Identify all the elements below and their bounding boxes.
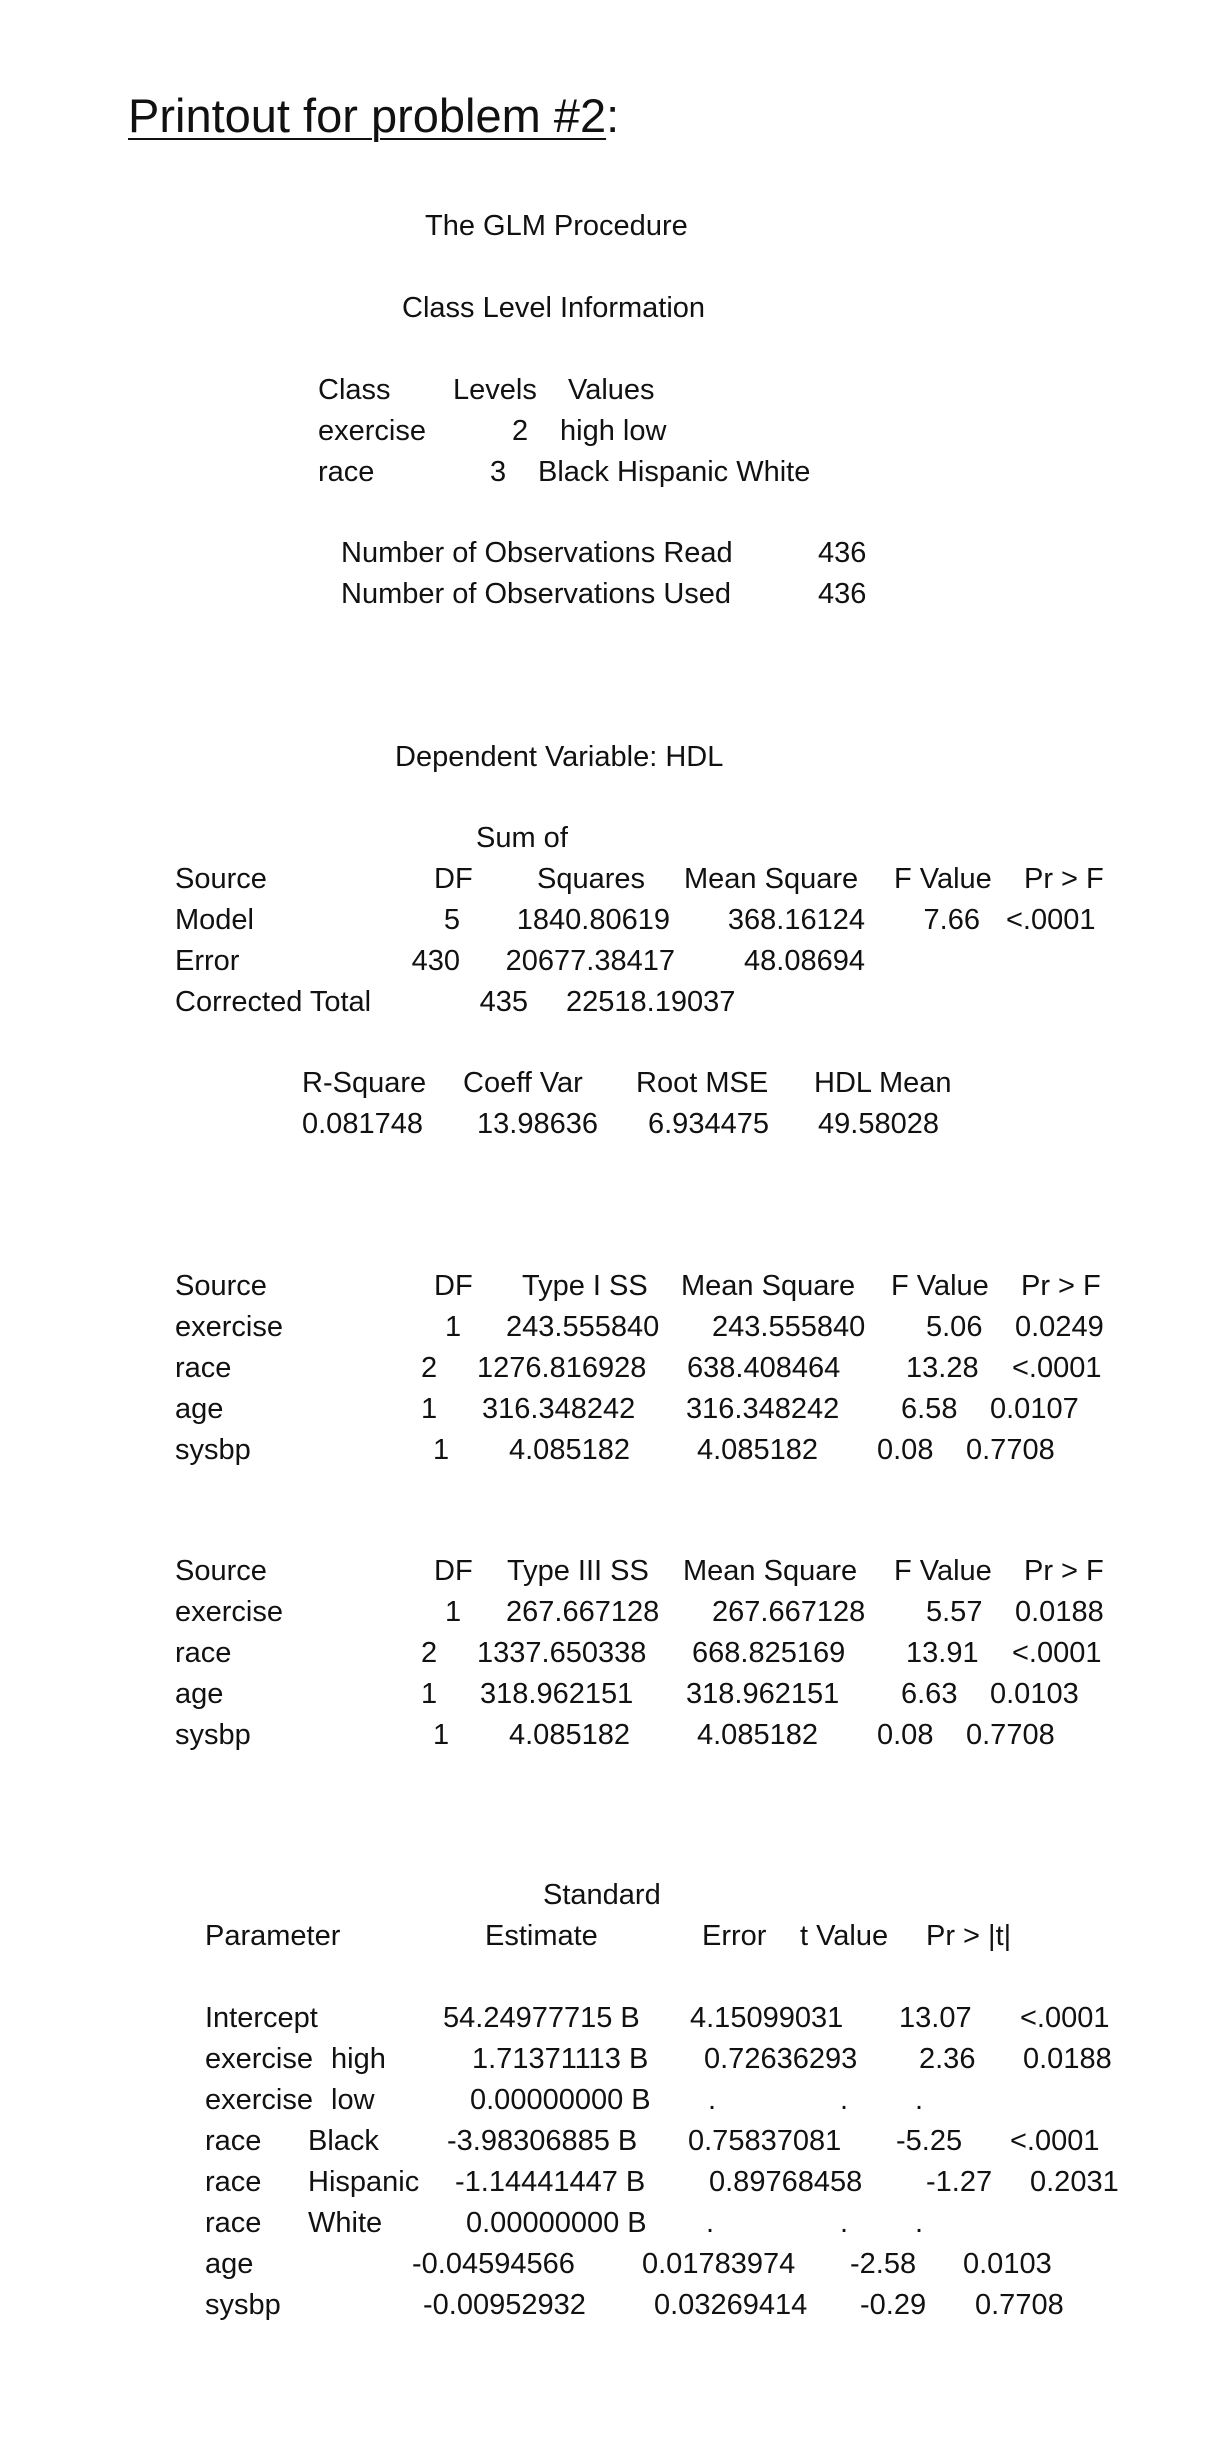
- type3-header: Mean Square: [683, 1555, 858, 1587]
- anova-header: Pr > F: [1024, 863, 1104, 895]
- type1-cell: 316.348242: [482, 1393, 636, 1425]
- type3-cell: 318.962151: [686, 1678, 840, 1710]
- fit-value: 0.081748: [302, 1108, 423, 1140]
- class-row-values: Black Hispanic White: [538, 456, 811, 488]
- type3-cell: 267.667128: [506, 1596, 660, 1628]
- class-row-name: race: [318, 456, 375, 488]
- anova-cell: 5: [443, 904, 460, 936]
- param-error: .: [708, 2084, 717, 2116]
- page-title: [128, 86, 619, 146]
- type1-cell: 0.0107: [990, 1393, 1079, 1425]
- param-name: sysbp: [205, 2289, 281, 2321]
- type3-cell: 4.085182: [509, 1719, 630, 1751]
- fit-value: 6.934475: [648, 1108, 769, 1140]
- type1-cell: 4.085182: [509, 1434, 630, 1466]
- type3-cell: 5.57: [926, 1596, 983, 1628]
- param-pvalue: 0.2031: [1030, 2166, 1119, 2198]
- params-header: t Value: [800, 1920, 889, 1952]
- type3-cell: age: [175, 1678, 224, 1710]
- type1-cell: 13.28: [906, 1352, 979, 1384]
- param-estimate: 0.00000000 B: [470, 2084, 651, 2116]
- params-header: Error: [702, 1920, 767, 1952]
- obs-label: Number of Observations Read: [341, 537, 733, 569]
- param-error: 0.89768458: [709, 2166, 863, 2198]
- param-pvalue: <.0001: [1020, 2002, 1110, 2034]
- type1-cell: <.0001: [1012, 1352, 1102, 1384]
- type1-cell: 5.06: [926, 1311, 983, 1343]
- params-header-top: Standard: [543, 1879, 661, 1911]
- anova-cell: 48.08694: [744, 945, 865, 977]
- obs-value: 436: [818, 578, 867, 610]
- param-estimate: -1.14441447 B: [455, 2166, 646, 2198]
- type3-header: Type III SS: [507, 1555, 649, 1587]
- param-level: high: [331, 2043, 386, 2075]
- param-pvalue: 0.0103: [963, 2248, 1052, 2280]
- obs-value: 436: [818, 537, 867, 569]
- type1-header: Type I SS: [522, 1270, 648, 1302]
- type1-cell: 1: [421, 1393, 438, 1425]
- type1-cell: exercise: [175, 1311, 283, 1343]
- type1-cell: 0.08: [877, 1434, 934, 1466]
- type1-header: DF: [434, 1270, 473, 1302]
- type3-header: Source: [175, 1555, 267, 1587]
- type1-cell: age: [175, 1393, 224, 1425]
- param-level: low: [331, 2084, 375, 2116]
- param-error: 4.15099031: [690, 2002, 844, 2034]
- type3-cell: 4.085182: [697, 1719, 818, 1751]
- anova-header-top: Sum of: [476, 822, 568, 854]
- param-name: race: [205, 2207, 262, 2239]
- param-tvalue: -5.25: [896, 2125, 963, 2157]
- anova-cell: 22518.19037: [566, 986, 736, 1018]
- param-level: Black: [308, 2125, 379, 2157]
- anova-cell: Model: [175, 904, 254, 936]
- param-tvalue: -1.27: [926, 2166, 993, 2198]
- type1-cell: 6.58: [901, 1393, 958, 1425]
- param-estimate: 54.24977715 B: [443, 2002, 640, 2034]
- procedure-title: The GLM Procedure: [425, 210, 688, 242]
- type3-cell: 0.7708: [966, 1719, 1055, 1751]
- type1-cell: 4.085182: [697, 1434, 818, 1466]
- type1-cell: 0.7708: [966, 1434, 1055, 1466]
- class-row-levels: 2: [512, 415, 529, 447]
- class-header-class: Class: [318, 374, 391, 406]
- type1-cell: sysbp: [175, 1434, 251, 1466]
- type1-cell: 1: [445, 1311, 462, 1343]
- fit-value: 49.58028: [818, 1108, 939, 1140]
- class-info-title: Class Level Information: [402, 292, 706, 324]
- param-name: age: [205, 2248, 254, 2280]
- type3-cell: 0.0103: [990, 1678, 1079, 1710]
- param-tvalue: 2.36: [919, 2043, 976, 2075]
- anova-cell: 1840.80619: [516, 904, 670, 936]
- anova-cell: Error: [175, 945, 240, 977]
- anova-cell: 368.16124: [727, 904, 865, 936]
- param-name: race: [205, 2125, 262, 2157]
- dependent-variable: Dependent Variable: HDL: [395, 741, 724, 773]
- param-estimate: 1.71371113 B: [472, 2043, 649, 2075]
- fit-header: HDL Mean: [814, 1067, 952, 1099]
- anova-cell: 435: [479, 986, 528, 1018]
- params-header: Pr > |t|: [926, 1920, 1012, 1952]
- param-estimate: -3.98306885 B: [447, 2125, 638, 2157]
- anova-header: F Value: [894, 863, 992, 895]
- param-level: White: [308, 2207, 383, 2239]
- anova-header: Source: [175, 863, 267, 895]
- type3-cell: 6.63: [901, 1678, 958, 1710]
- param-pvalue: 0.0188: [1023, 2043, 1112, 2075]
- param-pvalue: .: [915, 2207, 924, 2239]
- type1-cell: 2: [421, 1352, 438, 1384]
- class-row-name: exercise: [318, 415, 426, 447]
- type3-cell: 0.0188: [1015, 1596, 1104, 1628]
- type3-cell: <.0001: [1012, 1637, 1102, 1669]
- param-name: exercise: [205, 2043, 313, 2075]
- type3-cell: 267.667128: [712, 1596, 866, 1628]
- title-text: Printout for problem #2: [128, 89, 607, 142]
- param-estimate: -0.04594566: [412, 2248, 575, 2280]
- fit-header: Root MSE: [636, 1067, 769, 1099]
- param-level: Hispanic: [308, 2166, 420, 2198]
- param-error: 0.75837081: [688, 2125, 842, 2157]
- params-header: Parameter: [205, 1920, 341, 1952]
- param-estimate: -0.00952932: [423, 2289, 586, 2321]
- param-name: exercise: [205, 2084, 313, 2116]
- type3-cell: 1: [445, 1596, 462, 1628]
- type3-cell: 1: [421, 1678, 438, 1710]
- param-tvalue: .: [840, 2207, 849, 2239]
- type1-cell: race: [175, 1352, 232, 1384]
- anova-cell: <.0001: [1006, 904, 1096, 936]
- type1-cell: 0.0249: [1015, 1311, 1104, 1343]
- type3-cell: 13.91: [906, 1637, 979, 1669]
- params-header: Estimate: [485, 1920, 598, 1952]
- param-error: 0.01783974: [642, 2248, 796, 2280]
- obs-label: Number of Observations Used: [341, 578, 732, 610]
- param-pvalue: 0.7708: [975, 2289, 1064, 2321]
- anova-header: DF: [434, 863, 473, 895]
- type3-cell: sysbp: [175, 1719, 251, 1751]
- type1-cell: 1276.816928: [477, 1352, 647, 1384]
- class-row-levels: 3: [490, 456, 507, 488]
- anova-header: Mean Square: [684, 863, 859, 895]
- param-tvalue: .: [840, 2084, 849, 2116]
- type3-header: DF: [434, 1555, 473, 1587]
- type3-cell: 1: [433, 1719, 450, 1751]
- type1-cell: 243.555840: [506, 1311, 660, 1343]
- param-error: 0.03269414: [654, 2289, 808, 2321]
- param-pvalue: .: [915, 2084, 924, 2116]
- type3-cell: 1337.650338: [477, 1637, 647, 1669]
- type3-header: Pr > F: [1024, 1555, 1104, 1587]
- class-header-levels: Levels: [453, 374, 537, 406]
- fit-header: Coeff Var: [463, 1067, 583, 1099]
- anova-cell: 430: [411, 945, 460, 977]
- type3-cell: 2: [421, 1637, 438, 1669]
- param-tvalue: -0.29: [860, 2289, 927, 2321]
- type3-cell: exercise: [175, 1596, 283, 1628]
- type3-cell: 0.08: [877, 1719, 934, 1751]
- type1-header: Source: [175, 1270, 267, 1302]
- param-name: Intercept: [205, 2002, 318, 2034]
- type1-header: F Value: [891, 1270, 989, 1302]
- param-pvalue: <.0001: [1010, 2125, 1100, 2157]
- title-colon: :: [606, 89, 620, 142]
- param-error: 0.72636293: [704, 2043, 858, 2075]
- anova-header: Squares: [537, 863, 646, 895]
- fit-header: R-Square: [302, 1067, 427, 1099]
- anova-cell: Corrected Total: [175, 986, 372, 1018]
- param-estimate: 0.00000000 B: [466, 2207, 647, 2239]
- type1-cell: 638.408464: [687, 1352, 841, 1384]
- param-tvalue: -2.58: [850, 2248, 917, 2280]
- type1-header: Mean Square: [681, 1270, 856, 1302]
- class-header-values: Values: [568, 374, 655, 406]
- type1-cell: 316.348242: [686, 1393, 840, 1425]
- type3-cell: 318.962151: [480, 1678, 634, 1710]
- anova-cell: 20677.38417: [505, 945, 675, 977]
- param-error: .: [706, 2207, 715, 2239]
- type3-cell: race: [175, 1637, 232, 1669]
- fit-value: 13.98636: [477, 1108, 598, 1140]
- type1-header: Pr > F: [1021, 1270, 1101, 1302]
- type1-cell: 243.555840: [712, 1311, 866, 1343]
- param-tvalue: 13.07: [899, 2002, 972, 2034]
- anova-cell: 7.66: [923, 904, 980, 936]
- type1-cell: 1: [433, 1434, 450, 1466]
- class-row-values: high low: [560, 415, 667, 447]
- type3-header: F Value: [894, 1555, 992, 1587]
- param-name: race: [205, 2166, 262, 2198]
- type3-cell: 668.825169: [692, 1637, 846, 1669]
